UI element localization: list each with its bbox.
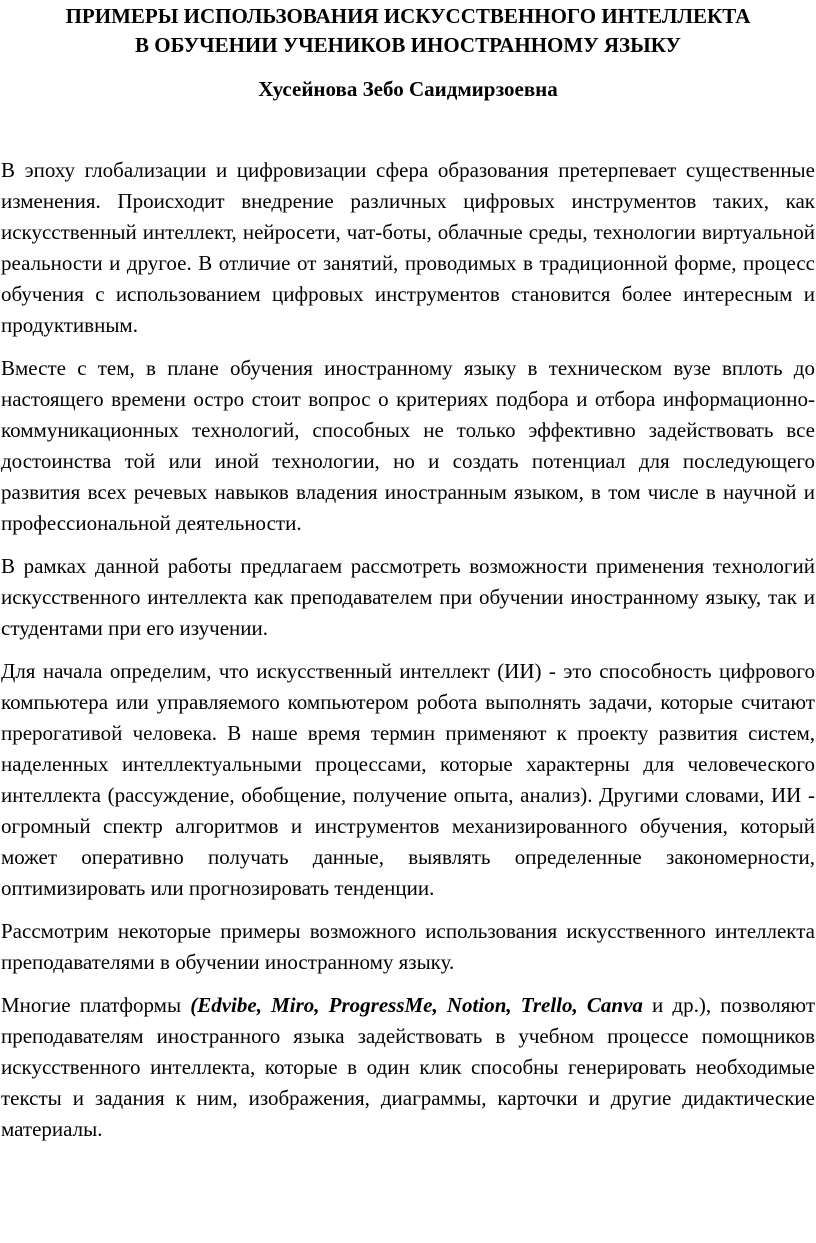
paragraph-platforms xyxy=(1,990,815,1145)
document-body xyxy=(1,155,815,1145)
title-line-1: ПРИМЕРЫ ИСПОЛЬЗОВАНИЯ ИСКУССТВЕННОГО ИНТЕЛЛЕКТА xyxy=(65,4,751,28)
paragraph: Вместе с тем, в плане обучения иностранному языку в техническом вузе вплоть до настоящего времени остро стоит вопрос о критериях подбора и отбора информационно-коммуникационных технологий, способных не только эффективно задействовать все достоинства той или иной технологии, но и создать потенциал для последующего развития всех речевых навыков владения иностранным языком, в том числе в научной и профессиональной деятельности. xyxy=(1,356,815,535)
paragraph: В эпоху глобализации и цифровизации сфера образования претерпевает существенные изменения. Происходит внедрение различных цифровых инструментов таких, как искусственный интеллект, нейросети, чат-боты, облачные среды, технологии виртуальной реальности и другое. В отличие от занятий, проводимых в традиционной форме, процесс обучения с использованием цифровых инструментов становится более интересным и продуктивным. xyxy=(1,158,815,337)
title-line-2: В ОБУЧЕНИИ УЧЕНИКОВ ИНОСТРАННОМУ ЯЗЫКУ xyxy=(135,33,681,57)
paragraph: Для начала определим, что искусственный интеллект (ИИ) - это способность цифрового компьютера или управляемого компьютером робота выполнять задачи, которые считают прерогативой человека. В наше время термин применяют к проекту развития систем, наделенных интеллектуальными процессами, которые характерны для человеческого интеллекта (рассуждение, обобщение, получение опыта, анализ). Другими словами, ИИ - огромный спектр алгоритмов и инструментов механизированного обучения, который может оперативно получать данные, выявлять определенные закономерности, оптимизировать или прогнозировать тенденции. xyxy=(1,659,815,900)
author-name: Хусейнова Зебо Саидмирзоевна xyxy=(258,77,558,101)
paragraph: Рассмотрим некоторые примеры возможного использования искусственного интеллекта преподавателями в обучении иностранному языку. xyxy=(1,919,815,974)
paragraph-prefix: Многие платформы xyxy=(1,993,191,1017)
platform-list: (Edvibe, Miro, ProgressMe, Notion, Trello, Canva xyxy=(190,993,643,1017)
paragraph: В рамках данной работы предлагаем рассмотреть возможности применения технологий искусственного интеллекта как преподавателем при обучении иностранному языку, так и студентами при его изучении. xyxy=(1,554,815,640)
paragraph-suffix: и др.), позволяют преподавателям иностранного языка задействовать в учебном процессе помощников искусственного интеллекта, которые в один клик способны генерировать необходимые тексты и задания к ним, изображения, диаграммы, карточки и другие дидактические материалы. xyxy=(1,993,815,1141)
document-title xyxy=(1,2,815,60)
